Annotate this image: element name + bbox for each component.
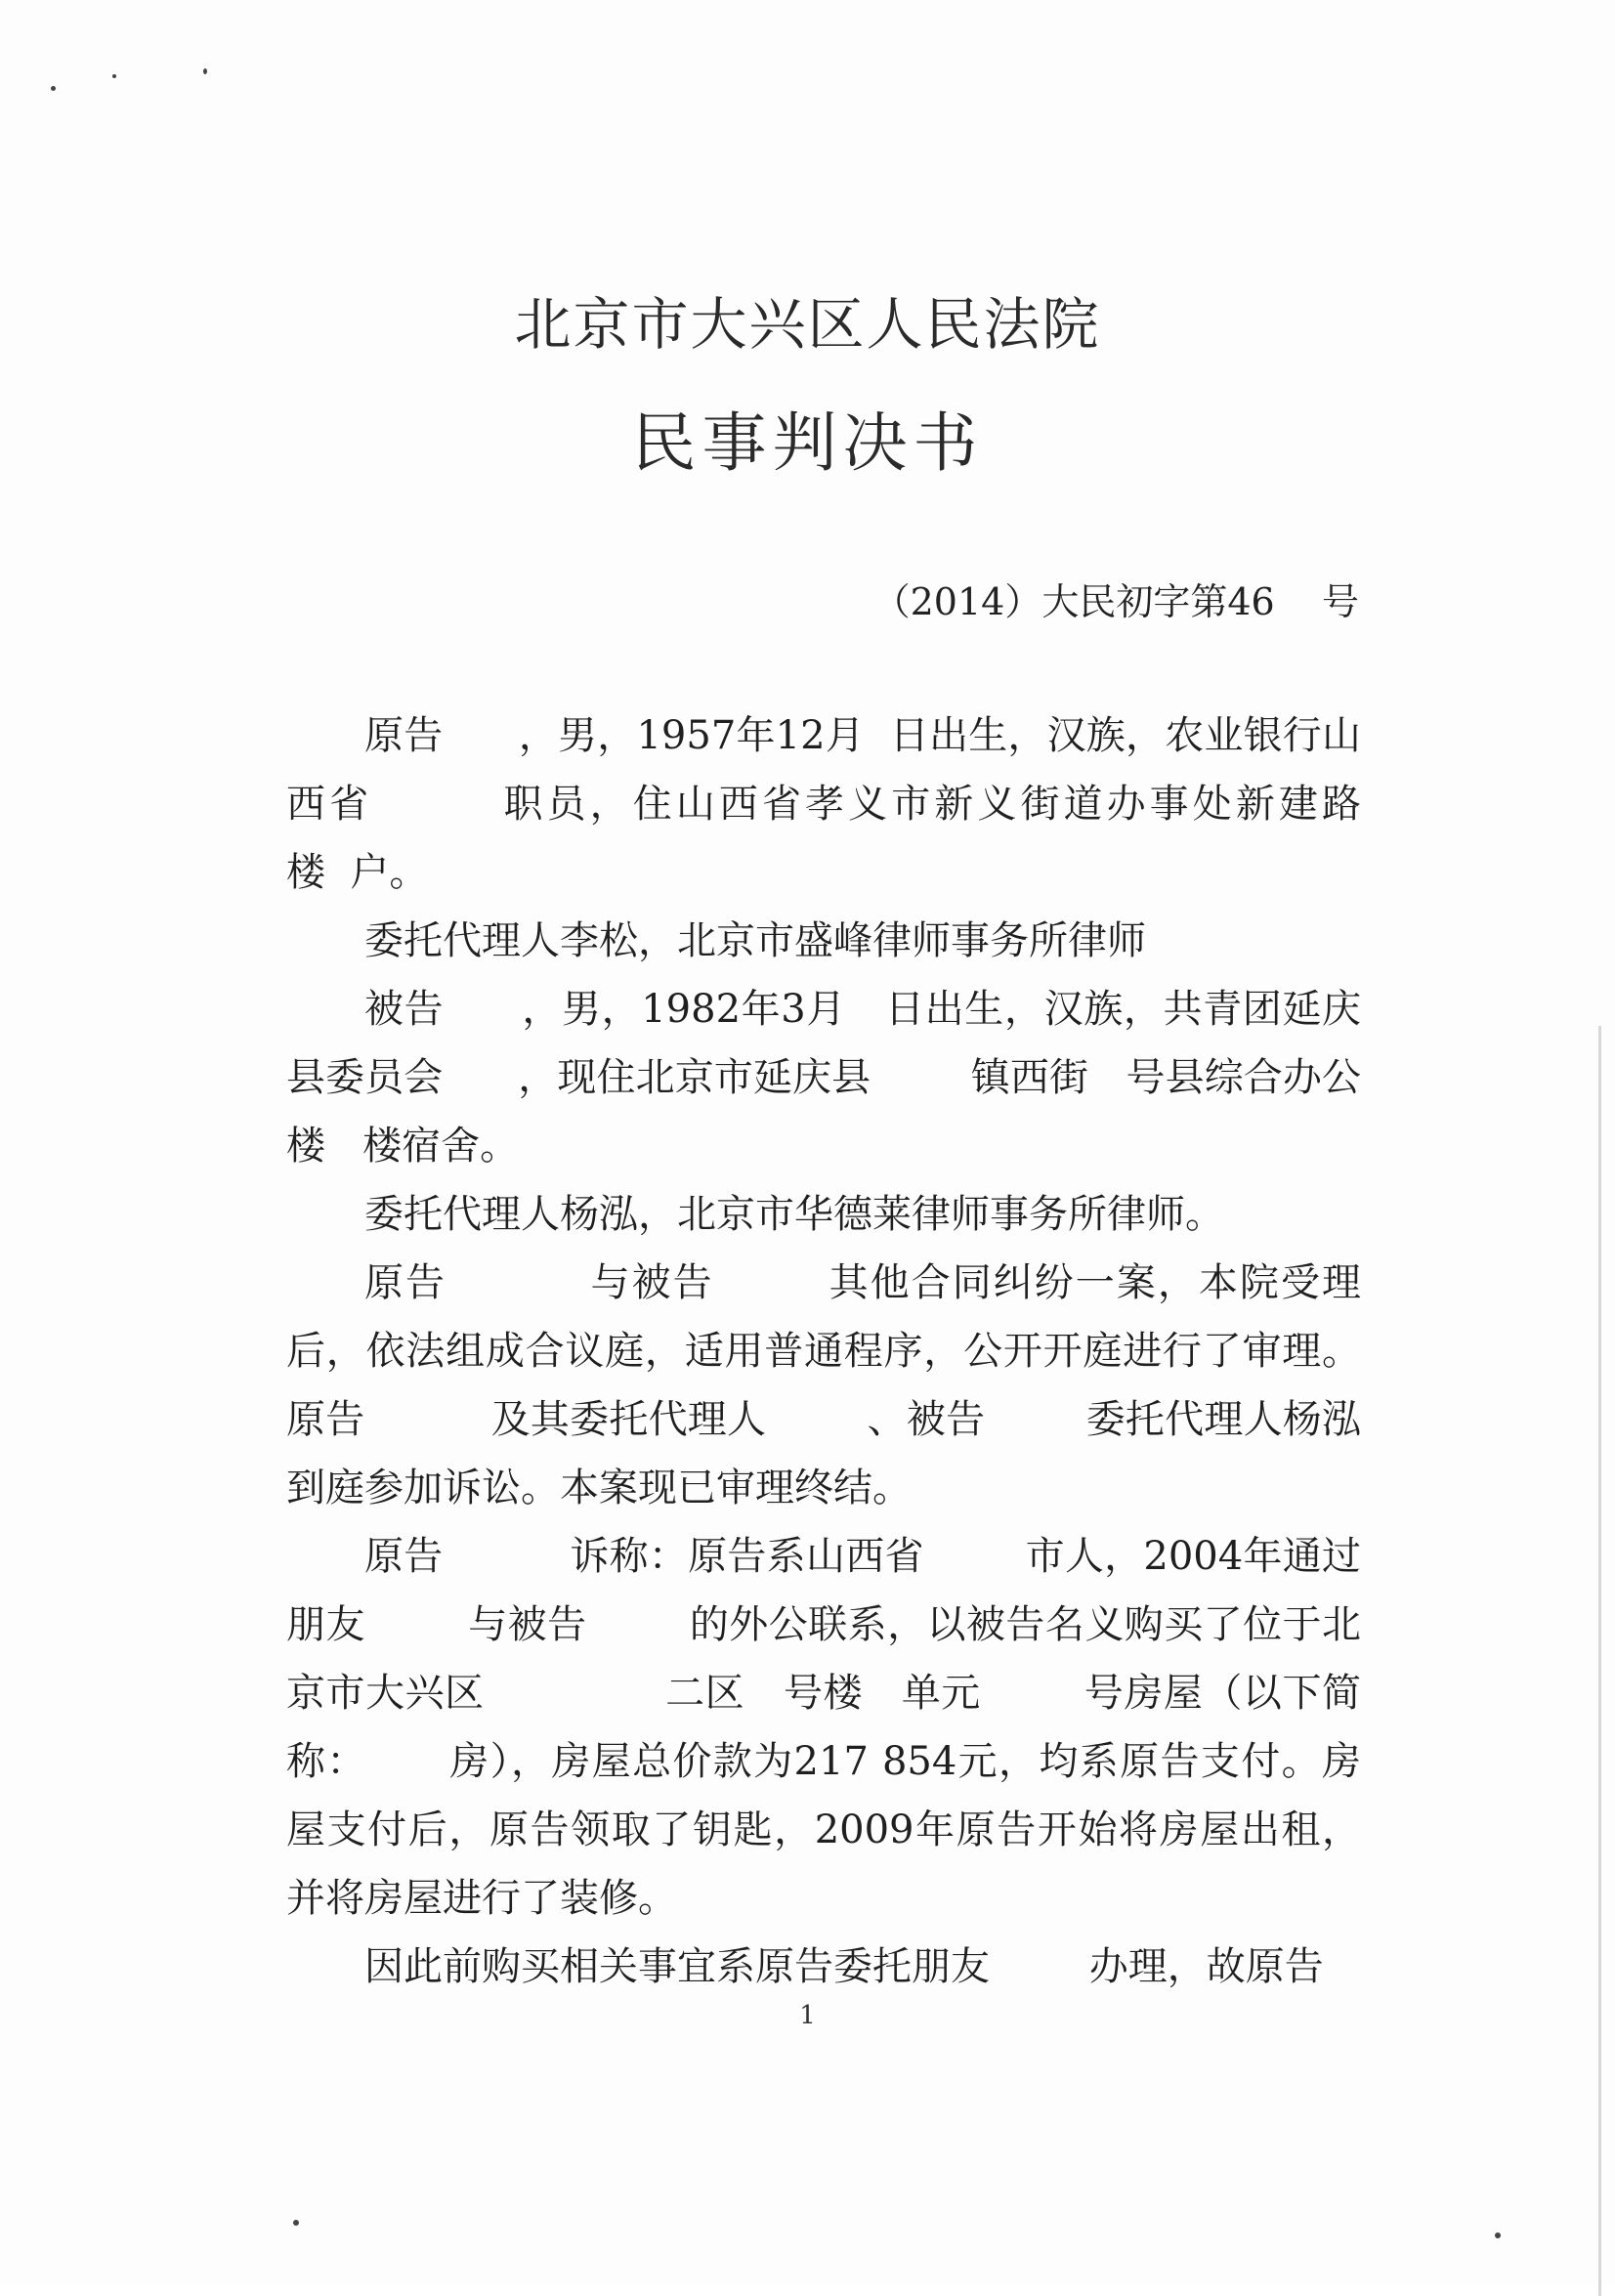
continuation-paragraph: 因此前购买相关事宜系原告委托朋友 办理，故原告 [364,1944,1324,1989]
scan-speck [112,74,116,78]
page-number: 1 [799,2001,816,2030]
scan-speck [51,86,56,91]
scan-speck [293,2220,299,2226]
document-type-title: 民事判决书 [631,405,984,481]
defendant-agent-paragraph: 委托代理人杨泓，北京市华德莱律师事务所律师。 [364,1192,1224,1237]
judgment-body [286,702,1486,2001]
scan-speck [203,68,207,74]
scan-speck [1495,2232,1501,2238]
court-name: 北京市大兴区人民法院 [514,291,1101,358]
defendant-paragraph: 被告 ，男，1982年3月 日出生，汉族，共青团延庆县委员会 ，现住北京市延庆县 镇西街 号县综合办公楼 楼宿舍。 [286,987,1361,1169]
plaintiff-claim-paragraph: 原告 诉称：原告系山西省 市人，2004年通过朋友 与被告 的外公联系，以被告名义购买了位于北京市大兴区 二区 号楼 单元 号房屋（以下简称： 房），房屋总价款为217 854元，均系原告支付。房屋支付后，原告领取了钥匙，2009年原告开始将房屋出租，并将房屋进行了装修。 [286,1534,1361,1921]
case-number: （2014）大民初字第46 号 [872,580,1359,623]
case-procedure-paragraph: 原告 与被告 其他合同纠纷一案，本院受理后，依法组成合议庭，适用普通程序，公开开庭进行了审理。原告 及其委托代理人 、被告 委托代理人杨泓到庭参加诉讼。本案现已审理终结。 [286,1260,1361,1510]
scan-edge-shadow [1598,1026,1601,2296]
plaintiff-paragraph: 原告 ，男，1957年12月 日出生，汉族，农业银行山西省 职员，住山西省孝义市新义街道办事处新建路 楼 户。 [286,713,1486,895]
plaintiff-agent-paragraph: 委托代理人李松，北京市盛峰律师事务所律师 [364,918,1146,963]
